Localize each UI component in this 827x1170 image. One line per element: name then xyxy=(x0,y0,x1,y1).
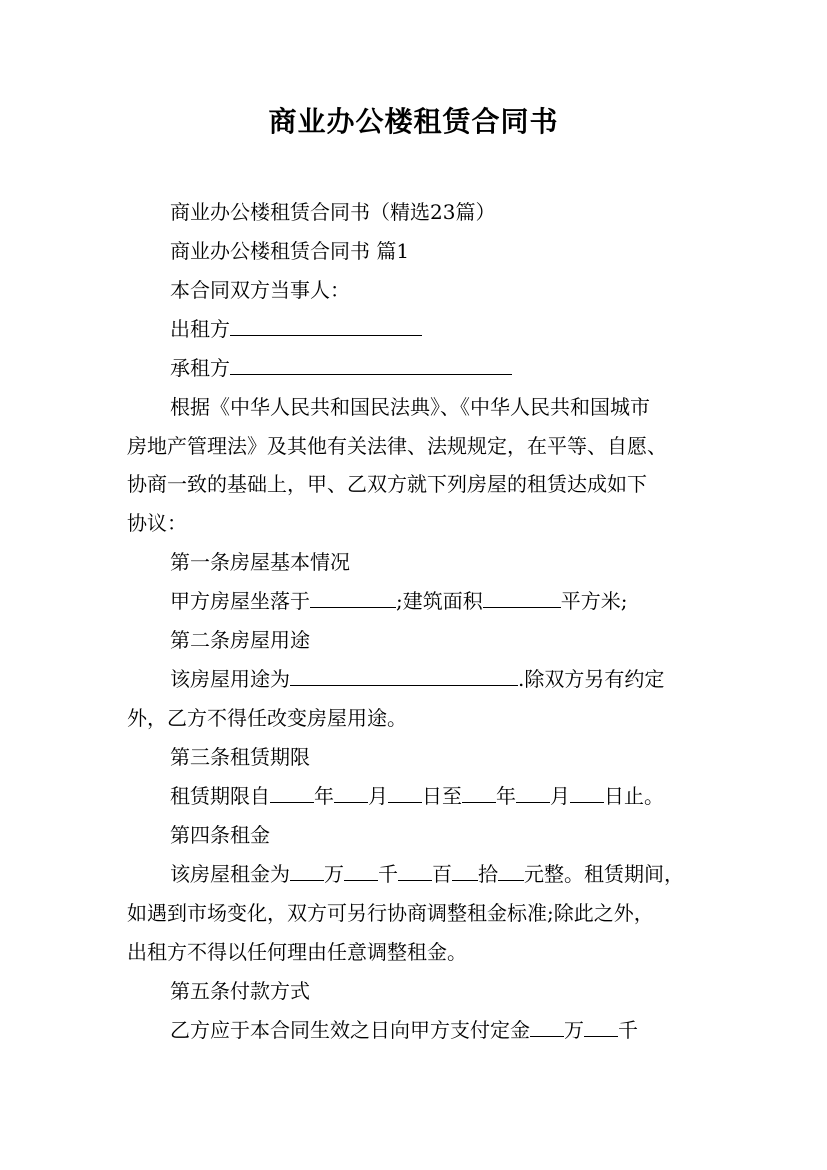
day-end-blank xyxy=(570,784,604,803)
area-blank xyxy=(483,589,561,608)
article3-text xyxy=(170,784,715,808)
use-blank xyxy=(290,667,518,686)
article5-text xyxy=(170,1018,715,1042)
rent-shi-label: 拾 xyxy=(478,862,498,886)
document-title: 商业办公楼租赁合同书 xyxy=(268,105,559,138)
rent-bai-label: 百 xyxy=(432,862,452,886)
year-start-blank xyxy=(270,784,314,803)
parties-intro: 本合同双方当事人： xyxy=(170,278,350,302)
article1-title: 第一条房屋基本情况 xyxy=(170,550,350,574)
preamble-line-3: 协商一致的基础上，甲、乙双方就下列房屋的租赁达成如下 xyxy=(127,472,647,496)
rent-shi-blank xyxy=(452,862,478,881)
article4-text-line2: 如遇到市场变化，双方可另行协商调整租金标准;除此之外， xyxy=(127,901,654,925)
preamble-line-4: 协议： xyxy=(127,511,187,535)
deposit-wan-label: 万 xyxy=(564,1018,584,1042)
deposit-qian-label: 千 xyxy=(618,1018,638,1042)
rent-bai-blank xyxy=(398,862,432,881)
location-blank xyxy=(310,589,396,608)
rent-label: 该房屋租金为 xyxy=(170,862,290,886)
article1-text-unit: 平方米; xyxy=(560,589,628,613)
article2-text-except: .除双方另有约定 xyxy=(518,667,665,691)
day-start-label: 日至 xyxy=(422,784,462,808)
day-start-blank xyxy=(388,784,422,803)
day-end-label: 日止。 xyxy=(604,784,664,808)
lessee-blank xyxy=(230,356,512,375)
lessor-blank xyxy=(230,317,422,336)
deposit-label: 乙方应于本合同生效之日向甲方支付定金 xyxy=(170,1018,530,1042)
rent-qian-label: 千 xyxy=(378,862,398,886)
article5-title: 第五条付款方式 xyxy=(170,979,310,1003)
term-from-label: 租赁期限自 xyxy=(170,784,270,808)
lessee-line xyxy=(170,356,715,380)
rent-yuan-blank xyxy=(498,862,524,881)
month-start-blank xyxy=(334,784,368,803)
preamble-line-1: 根据《中华人民共和国民法典》、《中华人民共和国城市 xyxy=(170,395,650,419)
rent-wan-blank xyxy=(290,862,324,881)
rent-qian-blank xyxy=(344,862,378,881)
year-start-label: 年 xyxy=(314,784,334,808)
article4-text-line3: 出租方不得以任何理由任意调整租金。 xyxy=(127,940,467,964)
deposit-qian-blank xyxy=(584,1018,618,1037)
preamble-line-2: 房地产管理法》及其他有关法律、法规规定，在平等、自愿、 xyxy=(127,434,667,458)
year-end-label: 年 xyxy=(496,784,516,808)
article2-title: 第二条房屋用途 xyxy=(170,628,310,652)
article3-title: 第三条租赁期限 xyxy=(170,745,310,769)
lessor-label: 出租方 xyxy=(170,317,230,341)
article2-text-cont: 外，乙方不得任改变房屋用途。 xyxy=(127,706,407,730)
rent-wan-label: 万 xyxy=(324,862,344,886)
document-subtitle: 商业办公楼租赁合同书（精选23篇） xyxy=(170,200,496,224)
article2-text-use: 该房屋用途为 xyxy=(170,667,290,691)
month-end-blank xyxy=(516,784,550,803)
rent-yuan-label: 元整。租赁期间， xyxy=(524,862,684,886)
article4-text xyxy=(170,862,715,886)
deposit-wan-blank xyxy=(530,1018,564,1037)
lessee-label: 承租方 xyxy=(170,356,230,380)
article1-text-area: ;建筑面积 xyxy=(396,589,483,613)
article1-text xyxy=(170,589,715,613)
lessor-line xyxy=(170,317,715,341)
article2-text xyxy=(170,667,715,691)
month-start-label: 月 xyxy=(368,784,388,808)
article4-title: 第四条租金 xyxy=(170,823,270,847)
year-end-blank xyxy=(462,784,496,803)
month-end-label: 月 xyxy=(550,784,570,808)
article1-text-location: 甲方房屋坐落于 xyxy=(170,589,310,613)
part-heading: 商业办公楼租赁合同书 篇1 xyxy=(170,239,410,263)
